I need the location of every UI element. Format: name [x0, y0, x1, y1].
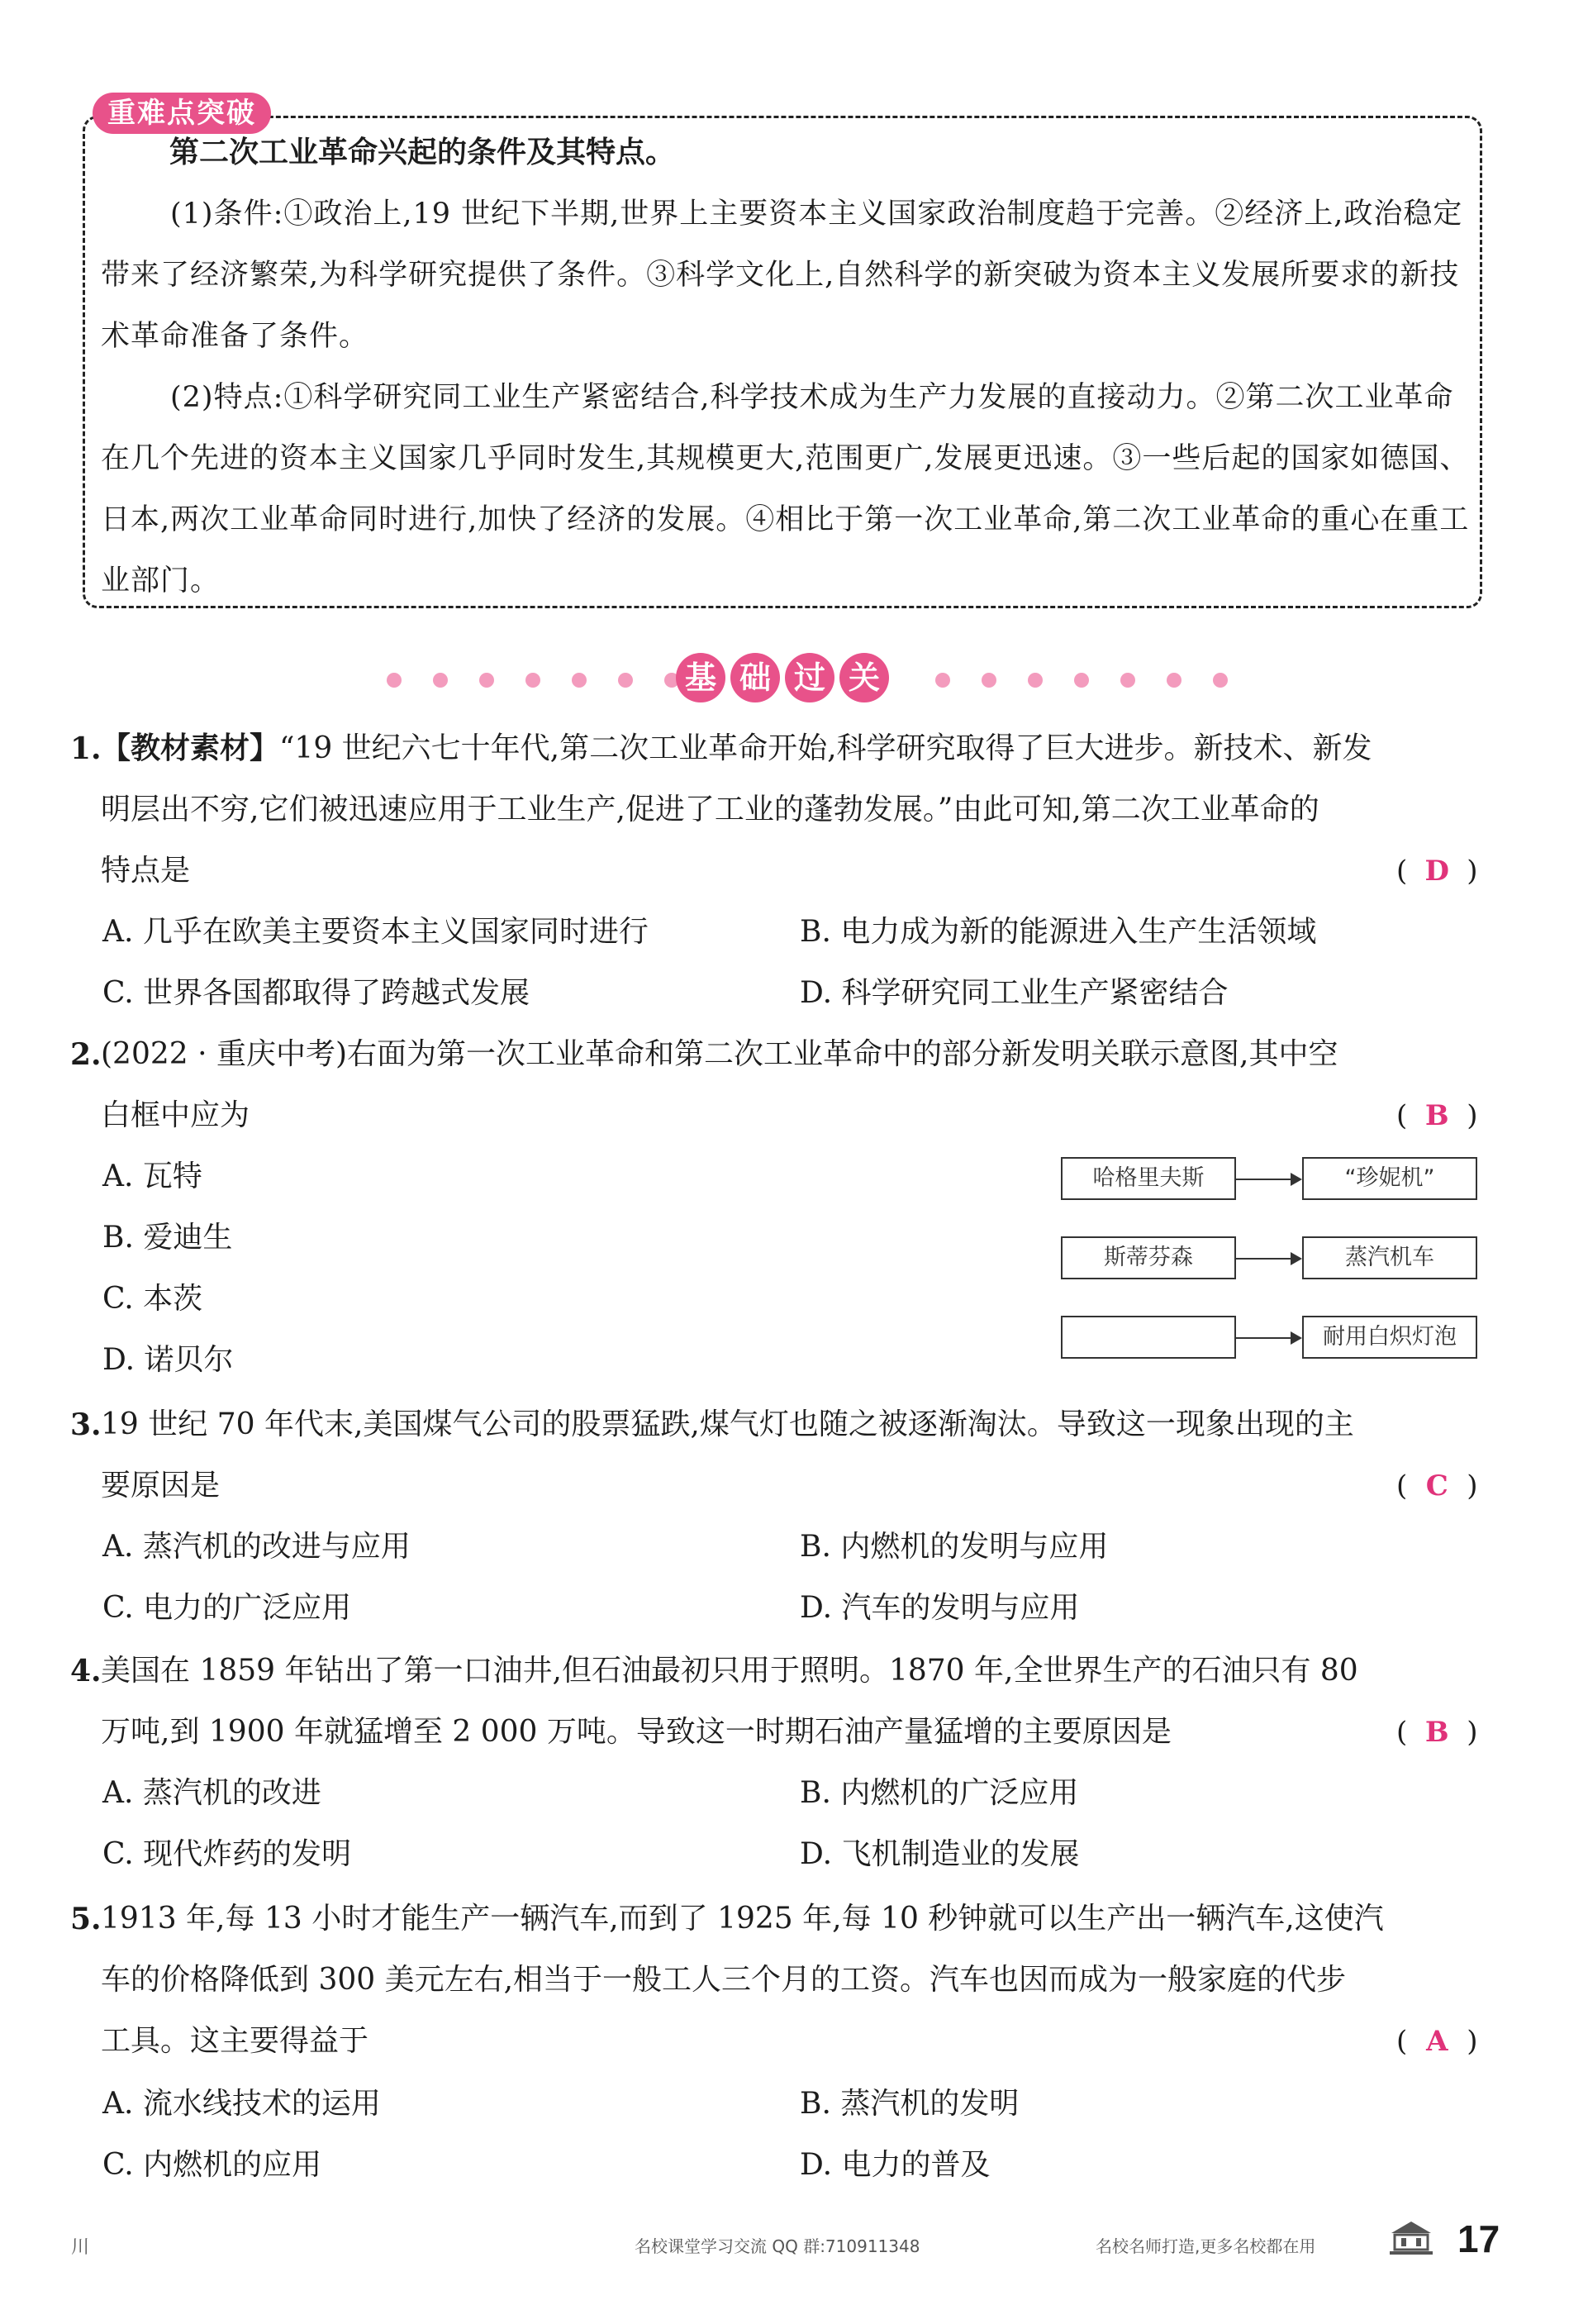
option-c: C. 内燃机的应用	[102, 2148, 322, 2182]
banner-dot	[935, 673, 950, 688]
key-point-title: 第二次工业革命兴起的条件及其特点。	[169, 136, 676, 169]
answer-value: C	[1425, 1469, 1448, 1503]
answer-value: B	[1424, 1099, 1449, 1132]
banner-char: 关	[839, 653, 889, 702]
option-d: D. 汽车的发明与应用	[800, 1591, 1080, 1625]
answer-bracket: ( C )	[1396, 1466, 1478, 1506]
option-d: D. 诺贝尔	[102, 1343, 234, 1377]
key-point-features: (2)特点:①科学研究同工业生产紧密结合,科学技术成为生产力发展的直接动力。②第二次工业革命在几个先进的资本主义国家几乎同时发生,其规模更大,范围更广,发展更迅速。③一些后起的国家如德国、日本,两次工业革命同时进行,加快了经济的发展。④相比于第一次工业革命,第二次工业革命的重心在重工业部门。	[101, 381, 1470, 598]
question-stem-line: 特点是	[101, 854, 191, 888]
banner-dot	[1028, 673, 1043, 688]
key-point-conditions: (1)条件:①政治上,19 世纪下半期,世界上主要资本主义国家政治制度趋于完善。②经济上,政治稳定带来了经济繁荣,为科学研究提供了条件。③科学文化上,自然科学的新突破为资本主义发展所要求的新技术革命准备了条件。	[101, 198, 1463, 353]
diagram-box-invention: 蒸汽机车	[1302, 1236, 1477, 1279]
banner-dot	[1074, 673, 1089, 688]
option-a: A. 流水线技术的运用	[102, 2087, 381, 2121]
option-a: A. 蒸汽机的改进与应用	[102, 1530, 411, 1564]
banner-dot	[387, 673, 402, 688]
answer-value: D	[1424, 855, 1449, 888]
question-number: 4.	[70, 1654, 102, 1688]
question-stem-line: 万吨,到 1900 年就猛增至 2 000 万吨。导致这一时期石油产量猛增的主要原因是	[101, 1715, 1172, 1749]
option-b: B. 内燃机的广泛应用	[800, 1776, 1079, 1810]
option-b: B. 内燃机的发明与应用	[800, 1530, 1109, 1564]
banner-dot	[572, 673, 587, 688]
question-stem-line: 白框中应为	[101, 1098, 250, 1132]
diagram-box-invention: 耐用白炽灯泡	[1302, 1316, 1477, 1359]
option-c: C. 现代炸药的发明	[102, 1837, 352, 1871]
question-number: 2.	[70, 1037, 102, 1072]
option-c: C. 世界各国都取得了跨越式发展	[102, 976, 530, 1010]
banner-dot	[618, 673, 633, 688]
answer-value: B	[1424, 1716, 1449, 1749]
option-b: B. 爱迪生	[102, 1221, 233, 1255]
diagram-arrow	[1236, 1179, 1300, 1180]
option-d: D. 科学研究同工业生产紧密结合	[800, 976, 1229, 1010]
question-source-tag: 【教材素材】	[101, 731, 280, 765]
banner-dot	[1167, 673, 1181, 688]
question-stem-line: 工具。这主要得益于	[101, 2024, 369, 2058]
question-stem-line: 美国在 1859 年钻出了第一口油井,但石油最初只用于照明。1870 年,全世界生产的石油只有 80	[101, 1654, 1358, 1688]
key-point-tag: 重难点突破	[93, 93, 271, 134]
option-b: B. 电力成为新的能源进入生产生活领域	[800, 915, 1317, 949]
answer-value: A	[1426, 2025, 1448, 2058]
footer-qq-group: 名校课堂学习交流 QQ 群:710911348	[635, 2236, 920, 2256]
option-d: D. 飞机制造业的发展	[800, 1837, 1080, 1871]
option-a: A. 几乎在欧美主要资本主义国家同时进行	[102, 915, 649, 949]
answer-bracket: ( B )	[1396, 1096, 1478, 1136]
banner-dot	[479, 673, 494, 688]
page-number: 17	[1457, 2217, 1500, 2260]
question-number: 1.	[70, 731, 102, 766]
question-number: 3.	[70, 1407, 102, 1442]
question-stem-line: 车的价格降低到 300 美元左右,相当于一般工人三个月的工资。汽车也因而成为一般家庭的代步	[101, 1963, 1347, 1997]
question-stem-line: (2022 · 重庆中考)右面为第一次工业革命和第二次工业革命中的部分新发明关联示意图,其中空	[101, 1037, 1338, 1071]
question-stem-line: 1913 年,每 13 小时才能生产一辆汽车,而到了 1925 年,每 10 秒钟就可以生产出一辆汽车,这使汽	[101, 1902, 1384, 1936]
answer-bracket: ( D )	[1396, 851, 1478, 891]
banner-char: 过	[785, 653, 834, 702]
question-stem-line: 19 世纪 70 年代末,美国煤气公司的股票猛跌,煤气灯也随之被逐渐淘汰。导致这一现象出现的主	[101, 1407, 1354, 1441]
option-d: D. 电力的普及	[800, 2148, 991, 2182]
footer-slogan: 名校名师打造,更多名校都在用	[1096, 2236, 1316, 2256]
diagram-arrow	[1236, 1337, 1300, 1339]
option-c: C. 电力的广泛应用	[102, 1591, 352, 1625]
section-banner	[0, 653, 1588, 702]
answer-bracket: ( B )	[1396, 1712, 1478, 1752]
option-c: C. 本茨	[102, 1282, 203, 1316]
option-a: A. 蒸汽机的改进	[102, 1776, 321, 1810]
banner-dot	[525, 673, 540, 688]
banner-char: 基	[676, 653, 725, 702]
publisher-logo-icon	[1385, 2215, 1438, 2258]
banner-dot	[1213, 673, 1228, 688]
banner-dot	[982, 673, 996, 688]
option-a: A. 瓦特	[102, 1160, 202, 1193]
question-stem-line: 明层出不穷,它们被迅速应用于工业生产,促进了工业的蓬勃发展。”由此可知,第二次工业革命的	[101, 793, 1319, 826]
diagram-box-inventor: 哈格里夫斯	[1061, 1157, 1236, 1200]
option-b: B. 蒸汽机的发明	[800, 2087, 1020, 2121]
question-stem-line: 要原因是	[101, 1469, 221, 1503]
question-stem-line: 【教材素材】“19 世纪六七十年代,第二次工业革命开始,科学研究取得了巨大进步。新技术、新发	[101, 731, 1372, 765]
footer-region-mark: 川	[71, 2237, 90, 2258]
answer-bracket: ( A )	[1396, 2022, 1478, 2061]
banner-dot	[433, 673, 448, 688]
diagram-box-blank	[1061, 1316, 1236, 1359]
diagram-box-inventor: 斯蒂芬森	[1061, 1236, 1236, 1279]
question-number: 5.	[70, 1902, 102, 1936]
banner-char: 础	[730, 653, 780, 702]
banner-dot	[1120, 673, 1135, 688]
diagram-arrow	[1236, 1258, 1300, 1260]
diagram-box-invention: “珍妮机”	[1302, 1157, 1477, 1200]
